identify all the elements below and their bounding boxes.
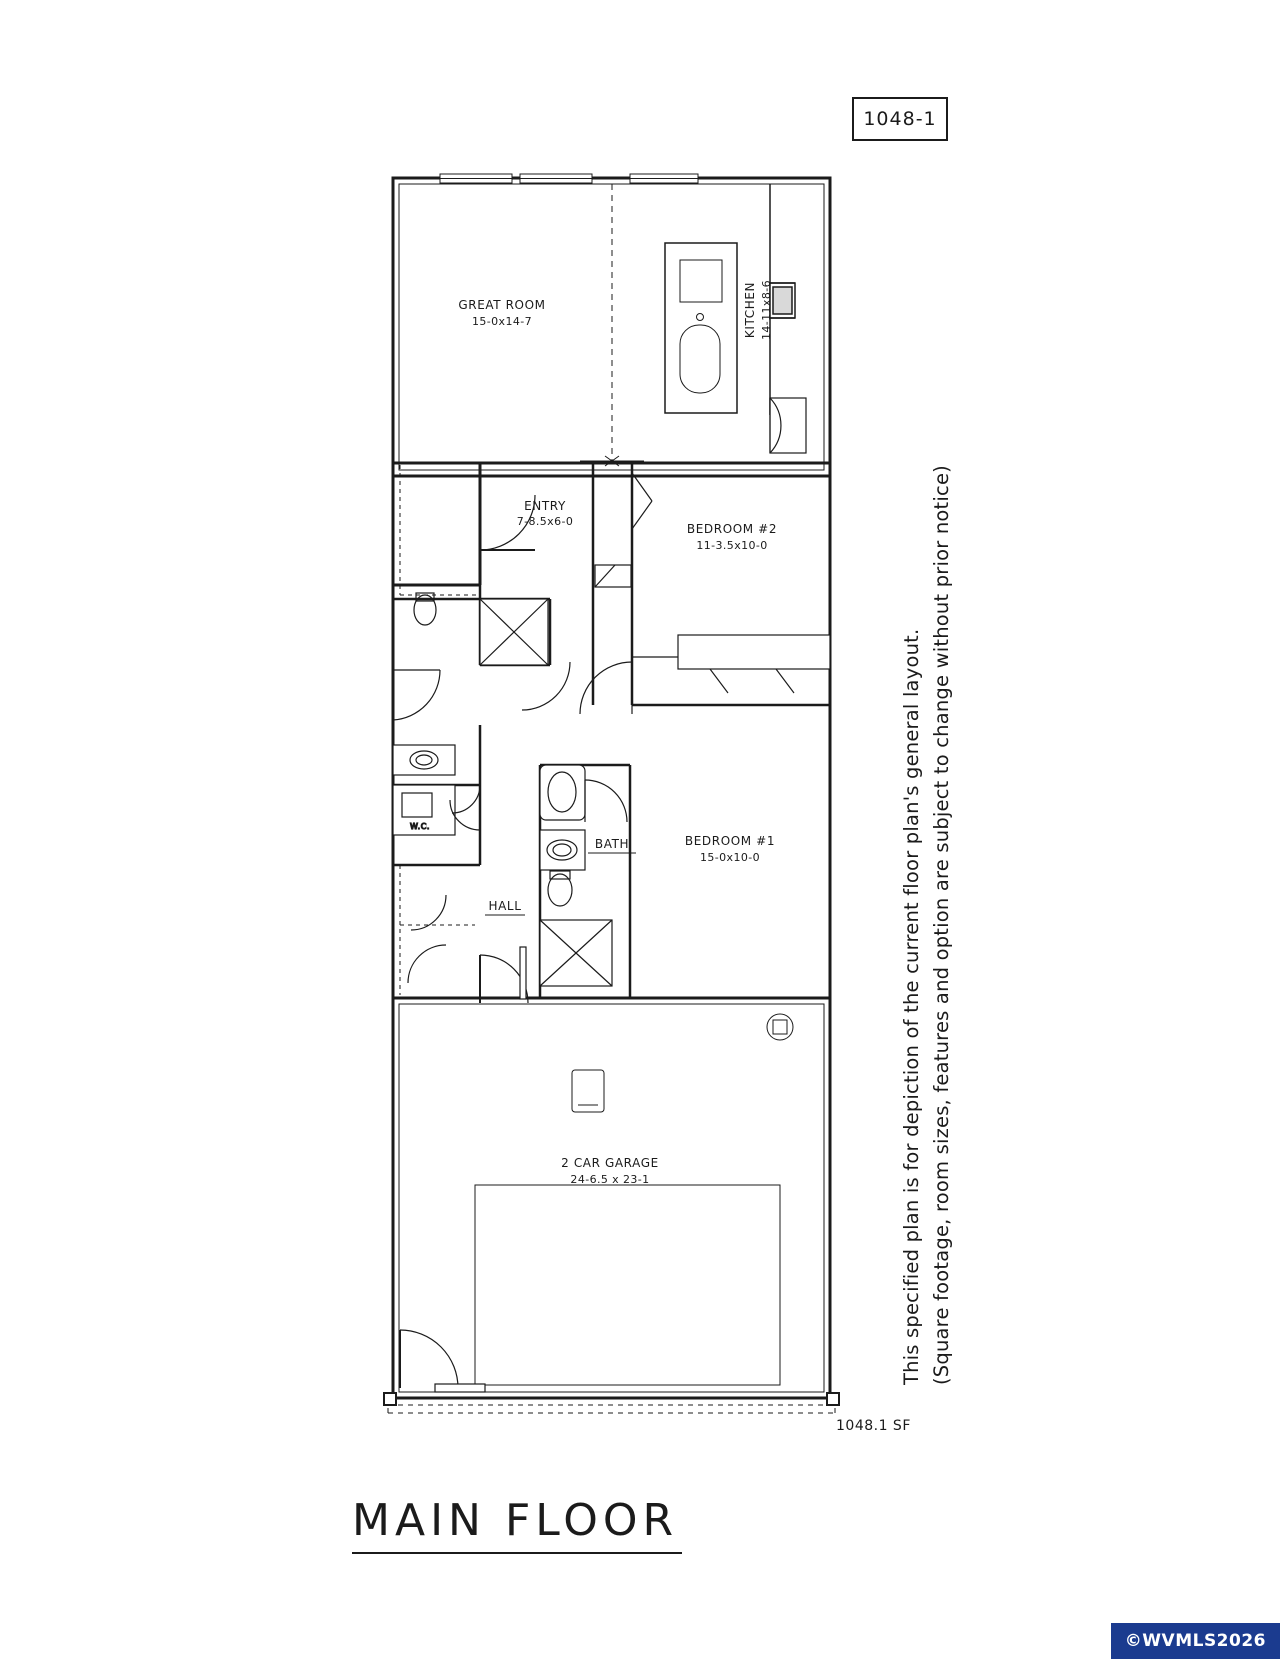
plan-number-box: [852, 97, 948, 141]
room-dim-bedroom-2: 11-3.5x10-0: [696, 539, 768, 552]
room-label-bedroom-2: BEDROOM #2: [686, 522, 778, 536]
plan-number-text: 1048-1: [863, 108, 937, 130]
room-dim-garage: 24-6.5 x 23-1: [570, 1173, 650, 1186]
page-title: MAIN FLOOR: [352, 1495, 679, 1546]
room-label-entry: ENTRY: [524, 499, 566, 513]
room-dim-great-room: 15-0x14-7: [471, 315, 533, 328]
floor-plan-drawing: [380, 165, 850, 1419]
room-label-garage: 2 CAR GARAGE: [561, 1156, 659, 1170]
page-title-underline: [352, 1552, 682, 1554]
disclaimer-block: [840, 165, 960, 1385]
square-footage-note: 1048.1 SF: [836, 1418, 911, 1434]
room-dim-bedroom-1: 15-0x10-0: [699, 851, 761, 864]
room-label-bath: BATH: [594, 837, 630, 851]
room-label-bedroom-1: BEDROOM #1: [684, 834, 776, 848]
svg-text:W.C.: W.C.: [410, 822, 431, 831]
room-label-hall: HALL: [488, 899, 522, 913]
room-label-great-room: GREAT ROOM: [458, 298, 546, 312]
room-dim-kitchen: 14-11x8-6: [760, 279, 773, 341]
watermark-badge: ©WVMLS2026: [1111, 1623, 1280, 1659]
room-dim-entry: 7-8.5x6-0: [516, 515, 574, 528]
disclaimer-line-1: This specified plan is for depiction of the current floor plan's general layout.: [900, 628, 923, 1385]
disclaimer-line-2: (Square footage, room sizes, features and option are subject to change without prior notice): [930, 465, 953, 1385]
room-label-kitchen: KITCHEN: [743, 281, 757, 339]
